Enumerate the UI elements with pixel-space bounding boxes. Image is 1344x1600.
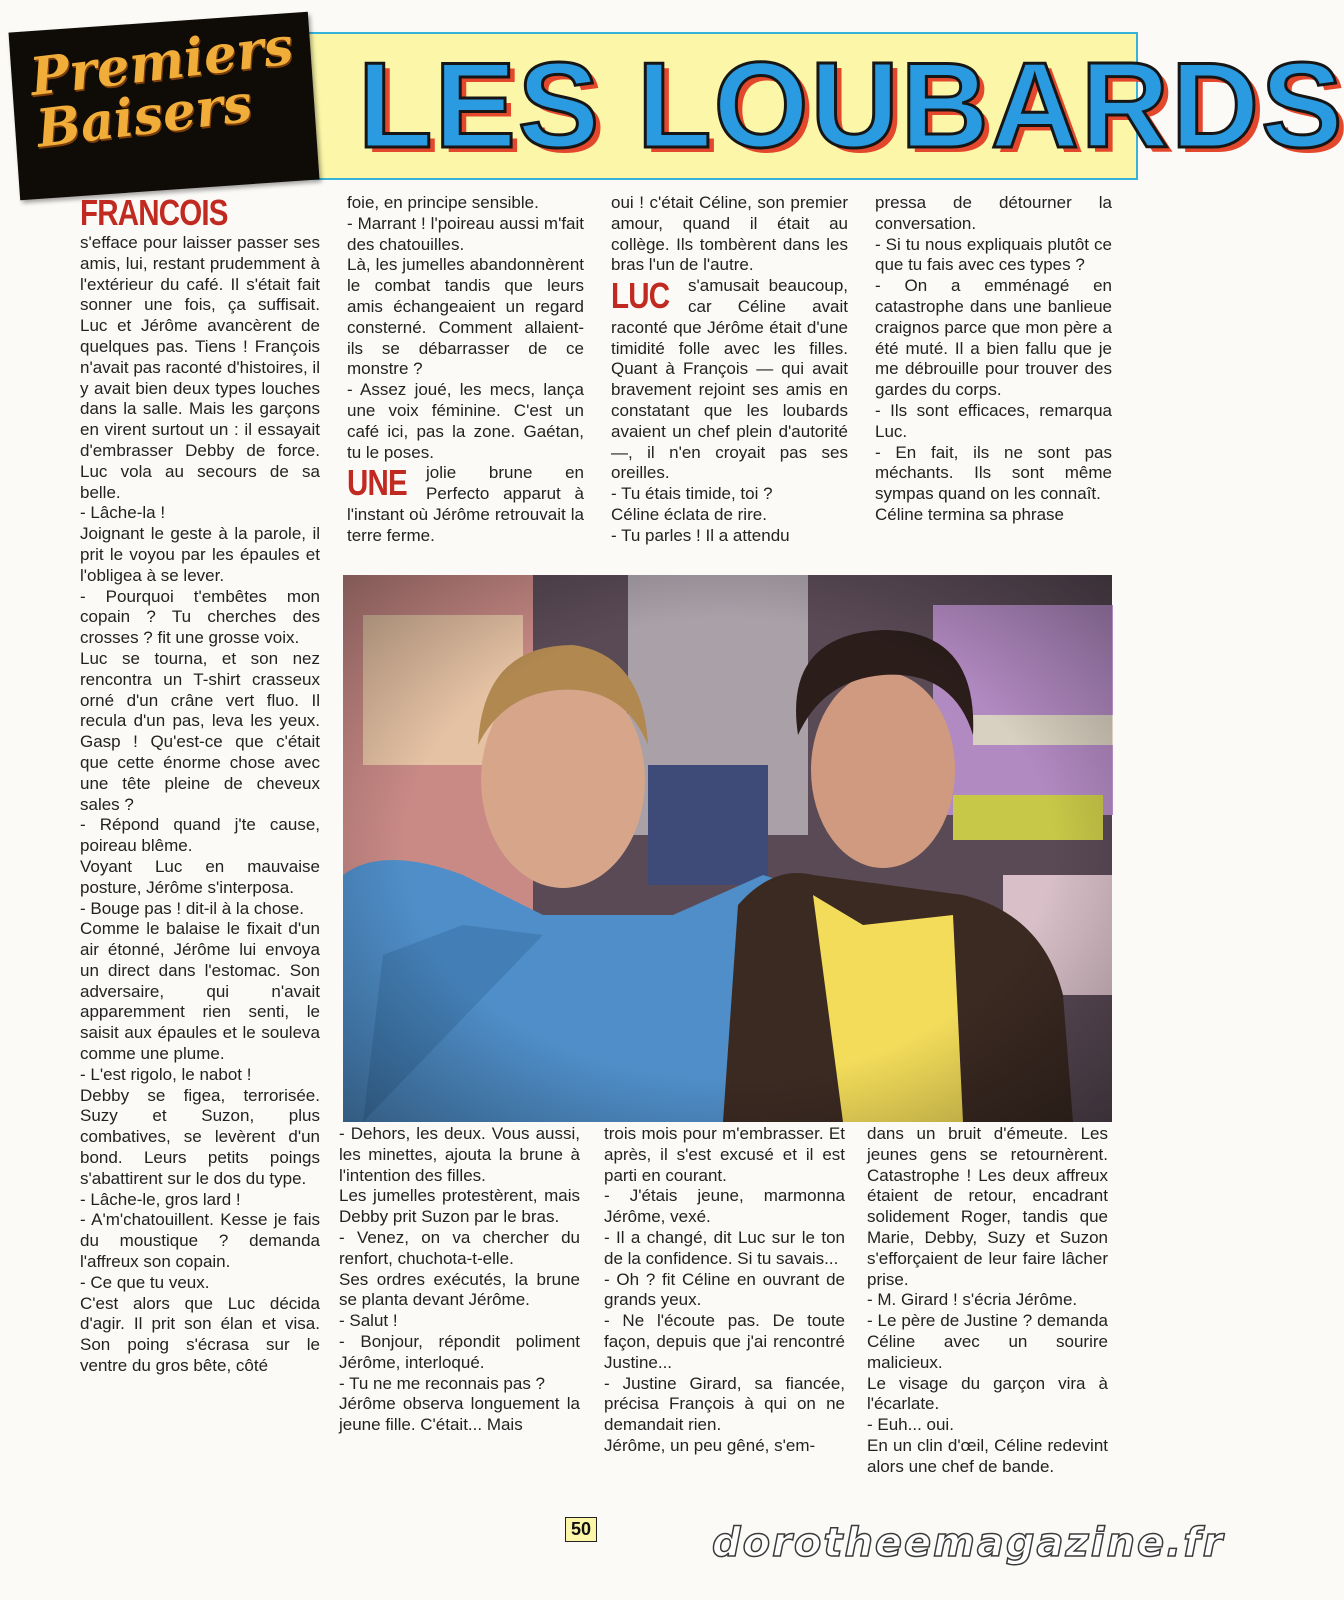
paragraph-text: - Justine Girard, sa fiancée, précisa François à qui on ne demandait rien.	[604, 1373, 845, 1435]
paragraph-text: foie, en principe sensible.	[347, 193, 539, 212]
paragraph-text: Jérôme observa longuement la jeune fille. C'était... Mais	[339, 1394, 580, 1435]
paragraph-text: Luc se tourna, et son nez rencontra un T-shirt crasseux orné d'un crâne vert fluo. Il recula d'un pas, leva les yeux. Gasp ! Qu'est-ce que c'était que cette énorme chose avec une tête pleine de cheveux sales ?	[80, 648, 320, 814]
paragraph-text: Céline termina sa phrase	[875, 504, 1064, 524]
paragraph-text: - Ne l'écoute pas. De toute façon, depuis que j'ai rencontré Justine...	[604, 1311, 845, 1372]
paragraph	[611, 505, 848, 526]
column-3-bottom	[604, 1124, 845, 1457]
paragraph	[347, 193, 584, 214]
paragraph	[339, 1124, 580, 1186]
paragraph-text: s'amusait beaucoup, car Céline avait raconté que Jérôme était d'une timidité folle avec les filles. Quant à François — qui avait bravement rejoint ses amis en constatant que les loubards avaient un chef plein d'autorité —, il n'en croyait pas ses oreilles.	[611, 276, 848, 483]
column-1	[80, 193, 320, 1377]
paragraph	[604, 1228, 845, 1270]
paragraph-text: - Dehors, les deux. Vous aussi, les minettes, ajouta la brune à l'intention des filles.	[339, 1124, 580, 1185]
paragraph	[611, 276, 848, 484]
paragraph	[80, 524, 320, 586]
paragraph	[80, 899, 320, 920]
paragraph	[80, 649, 320, 815]
paragraph	[604, 1124, 845, 1186]
paragraph-text: - Assez joué, les mecs, lança une voix féminine. C'est un café ici, pas la zone. Gaétan, tu le poses.	[347, 380, 584, 462]
paragraph	[611, 193, 848, 276]
paragraph	[611, 484, 848, 505]
paragraph	[867, 1311, 1108, 1373]
paragraph	[875, 235, 1112, 277]
paragraph	[80, 1210, 320, 1272]
paragraph	[80, 919, 320, 1065]
paragraph-text: Jérôme, un peu gêné, s'em-	[604, 1435, 816, 1455]
paragraph	[80, 1273, 320, 1294]
paragraph	[339, 1374, 580, 1395]
paragraph-text: - L'est rigolo, le nabot !	[80, 1064, 252, 1084]
paragraph-text: Joignant le geste à la parole, il prit le voyou par les épaules et l'obligea à se lever.	[80, 524, 320, 585]
paragraph-text: - Lâche-le, gros lard !	[80, 1189, 241, 1209]
paragraph-text: Comme le balaise le fixait d'un air étonné, Jérôme lui envoya un direct dans l'estomac. Son adversaire, qui n'avait apparemment rien senti, le saisit aux épaules et le souleva comme une plume.	[80, 919, 320, 1064]
paragraph	[875, 401, 1112, 443]
paragraph	[867, 1415, 1108, 1436]
paragraph-text: - Euh... oui.	[867, 1415, 954, 1435]
drop-cap: FRANCOIS	[80, 192, 228, 233]
paragraph	[604, 1270, 845, 1312]
paragraph	[875, 193, 1112, 235]
paragraph	[347, 214, 584, 256]
series-logo	[9, 12, 320, 201]
paragraph	[347, 463, 584, 546]
column-4-top	[875, 193, 1112, 526]
paragraph	[604, 1311, 845, 1373]
paragraph-text: - Tu parles ! Il a attendu	[611, 525, 790, 545]
column-2-bottom	[339, 1124, 580, 1436]
paragraph-text: - Tu ne me reconnais pas ?	[339, 1373, 546, 1393]
paragraph	[604, 1374, 845, 1436]
paragraph-text: oui ! c'était Céline, son premier amour, quand il était au collège. Ils tombèrent dans les bras l'un de l'autre.	[611, 193, 848, 275]
site-watermark: dorotheemagazine.fr	[712, 1520, 1225, 1566]
series-logo-text: Premiers Baisers	[26, 15, 297, 160]
paragraph	[867, 1374, 1108, 1416]
paragraph-text: - En fait, ils ne sont pas méchants. Ils sont même sympas quand on les connaît.	[875, 442, 1112, 504]
paragraph-text: dans un bruit d'émeute. Les jeunes gens se retournèrent. Catastrophe ! Les deux affreux étaient de retour, encadrant solidement Roger, tandis que Marie, Debby, Suzy et Suzon s'efforçaient de leur faire lâcher prise.	[867, 1124, 1108, 1289]
paragraph	[867, 1124, 1108, 1290]
paragraph-text: Ses ordres exécutés, la brune se planta devant Jérôme.	[339, 1269, 580, 1310]
paragraph	[80, 503, 320, 524]
paragraph-text: - Répond quand j'te cause, poireau blême.	[80, 815, 320, 856]
paragraph-text: Céline éclata de rire.	[611, 504, 767, 524]
paragraph	[339, 1228, 580, 1270]
paragraph	[80, 193, 320, 503]
paragraph	[80, 857, 320, 899]
paragraph-text: - Ce que tu veux.	[80, 1272, 210, 1292]
paragraph-text: - Marrant ! l'poireau aussi m'fait des chatouilles.	[347, 213, 584, 254]
paragraph-text: - Pourquoi t'embêtes mon copain ? Tu cherches des crosses ? fit une grosse voix.	[80, 586, 320, 648]
paragraph	[875, 276, 1112, 401]
column-2-top	[347, 193, 584, 547]
paragraph-text: - Bonjour, répondit poliment Jérôme, interloqué.	[339, 1331, 580, 1372]
paragraph-text: - Venez, on va chercher du renfort, chuchota-t-elle.	[339, 1227, 580, 1268]
paragraph-text: Les jumelles protestèrent, mais Debby prit Suzon par le bras.	[339, 1186, 580, 1227]
paragraph	[604, 1436, 845, 1457]
paragraph	[347, 380, 584, 463]
column-3-top	[611, 193, 848, 547]
paragraph	[339, 1270, 580, 1312]
paragraph-text: En un clin d'œil, Céline redevint alors une chef de bande.	[867, 1435, 1108, 1476]
paragraph-text: - Si tu nous expliquais plutôt ce que tu fais avec ces types ?	[875, 234, 1112, 275]
paragraph-text: Debby se figea, terrorisée. Suzy et Suzon, plus combatives, se levèrent d'un bond. Leurs petits poings s'abattirent sur le dos du type.	[80, 1085, 320, 1188]
paragraph-text: Voyant Luc en mauvaise posture, Jérôme s'interposa.	[80, 856, 320, 897]
paragraph	[80, 1065, 320, 1086]
paragraph-text: Le visage du garçon vira à l'écarlate.	[867, 1373, 1108, 1414]
paragraph	[611, 526, 848, 547]
paragraph	[80, 587, 320, 649]
paragraph	[604, 1186, 845, 1228]
paragraph	[80, 1086, 320, 1190]
paragraph-text: - Tu étais timide, toi ?	[611, 484, 773, 504]
paragraph-text: Là, les jumelles abandonnèrent le combat tandis que leurs amis échangeaient un regard consterné. Comment allaient-ils se débarrasser de ce monstre ?	[347, 255, 584, 379]
paragraph	[80, 815, 320, 857]
paragraph	[875, 443, 1112, 505]
paragraph-text: trois mois pour m'embrasser. Et après, il s'est excusé et il est parti en courant.	[604, 1124, 845, 1185]
drop-cap: UNE	[347, 462, 407, 504]
paragraph	[339, 1186, 580, 1228]
page-number: 50	[565, 1517, 597, 1542]
paragraph-text: C'est alors que Luc décida d'agir. Il prit son élan et visa. Son poing s'écrasa sur le ventre du gros bête, côté	[80, 1293, 320, 1376]
paragraph-text: - Le père de Justine ? demanda Céline avec un sourire malicieux.	[867, 1311, 1108, 1372]
paragraph-text: - J'étais jeune, marmonna Jérôme, vexé.	[604, 1186, 845, 1227]
paragraph-text: - Il a changé, dit Luc sur le ton de la confidence. Si tu savais...	[604, 1227, 845, 1268]
paragraph	[867, 1436, 1108, 1478]
paragraph	[347, 255, 584, 380]
paragraph-text: pressa de détourner la conversation.	[875, 193, 1112, 233]
story-photo	[343, 575, 1112, 1122]
column-4-bottom	[867, 1124, 1108, 1478]
paragraph	[875, 505, 1112, 526]
paragraph	[339, 1332, 580, 1374]
paragraph-text: - Oh ? fit Céline en ouvrant de grands yeux.	[604, 1269, 845, 1310]
paragraph-text: - Bouge pas ! dit-il à la chose.	[80, 898, 304, 918]
paragraph-text: - Ils sont efficaces, remarqua Luc.	[875, 400, 1112, 441]
paragraph	[339, 1394, 580, 1436]
paragraph	[80, 1190, 320, 1211]
article-title: LES LOUBARDS	[358, 37, 1344, 173]
paragraph-text: - Lâche-la !	[80, 503, 166, 523]
paragraph-text: jolie brune en Perfecto apparut à l'instant où Jérôme retrouvait la terre ferme.	[347, 463, 584, 545]
drop-cap: LUC	[611, 275, 670, 317]
paragraph	[867, 1290, 1108, 1311]
paragraph	[80, 1294, 320, 1377]
paragraph-text: - M. Girard ! s'écria Jérôme.	[867, 1290, 1078, 1310]
paragraph-text: - On a emménagé en catastrophe dans une banlieue craignos parce que mon père a été muté. Il a bien fallu que je me débrouille pour trouver des gardes du corps.	[875, 276, 1112, 400]
paragraph-text: - A'm'chatouillent. Kesse je fais du moustique ? demanda l'affreux son copain.	[80, 1210, 320, 1272]
paragraph-text: s'efface pour laisser passer ses amis, lui, restant prudemment à l'extérieur du café. Il s'était fait sonner une fois, ça suffisait. Luc et Jérôme avancèrent de quelques pas. Tiens ! François n'avait pas raconté d'histoires, il y avait bien deux types louches dans la salle. Mais les garçons en virent surtout un : il essayait d'embrasser Debby de force. Luc vola au secours de sa belle.	[80, 233, 320, 502]
paragraph-text: - Salut !	[339, 1311, 398, 1331]
paragraph	[339, 1311, 580, 1332]
